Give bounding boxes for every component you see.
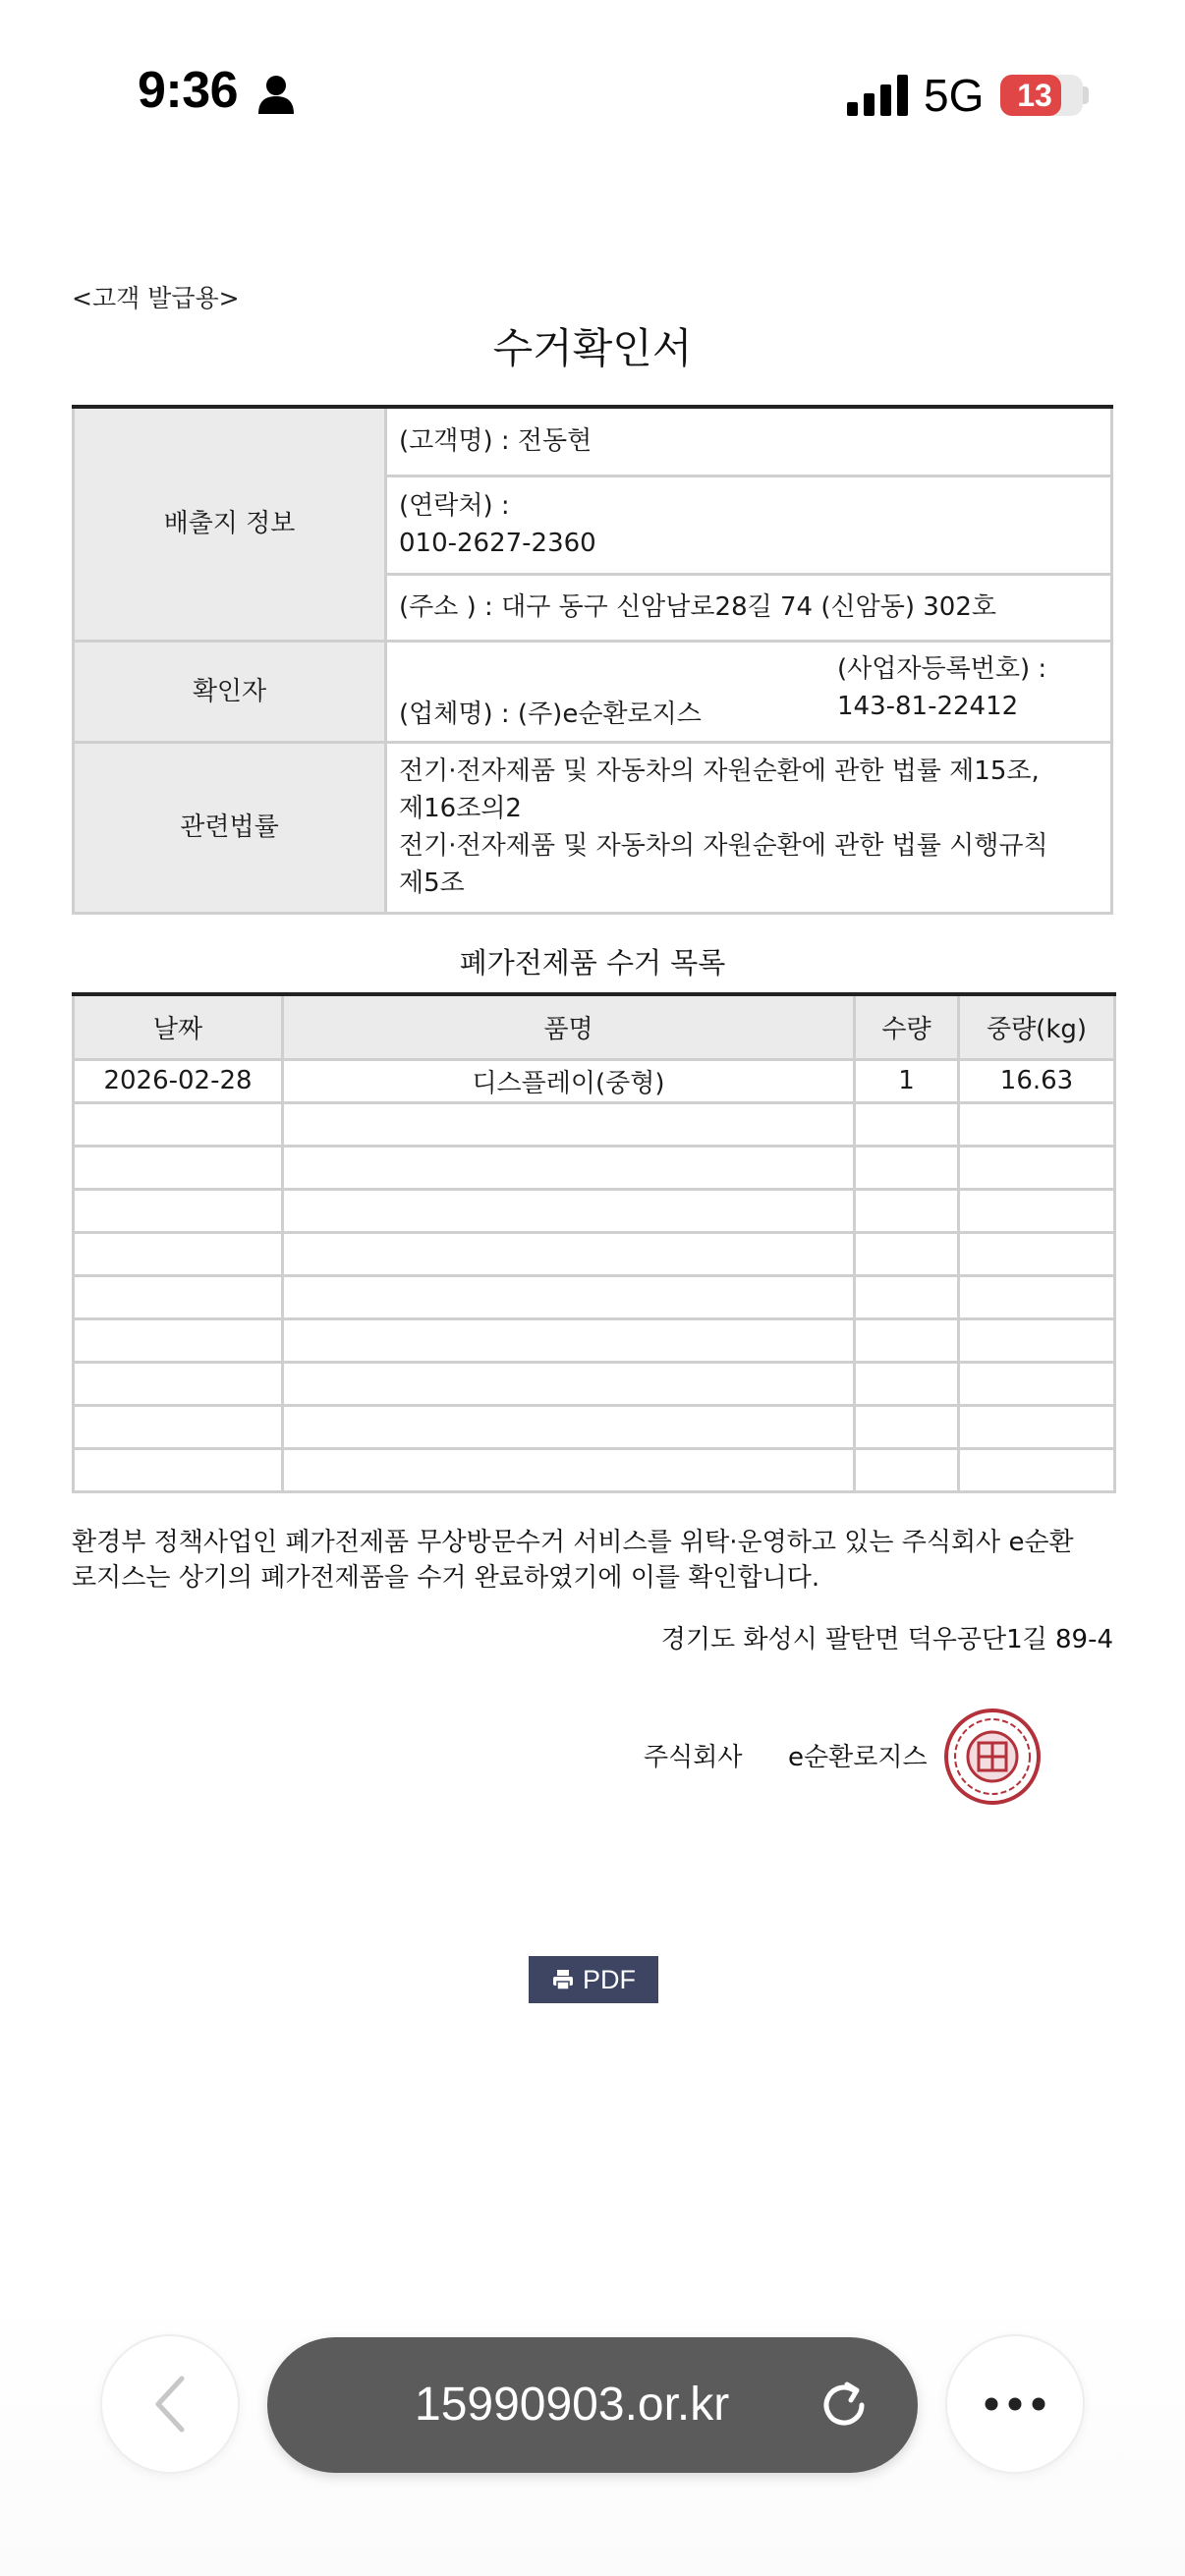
company-prefix: 주식회사 <box>644 1743 743 1772</box>
pdf-download-button[interactable] <box>529 1956 658 2003</box>
company-seal-icon <box>943 1708 1042 1806</box>
reload-icon[interactable] <box>818 2379 871 2432</box>
date-cell: 2026-02-28 <box>74 1059 283 1102</box>
address-cell: (주소 ) : 대구 동구 신암남로28길 74 (신암동) 302호 <box>386 574 1112 641</box>
column-header-weight: 중량(kg) <box>959 994 1115 1059</box>
related-law-cell <box>386 742 1112 913</box>
confirmation-statement <box>72 1525 1113 1596</box>
battery-level-label: 13 <box>1017 78 1052 113</box>
empty-table-row <box>74 1362 1115 1405</box>
collection-list-title: 폐가전제품 수거 목록 <box>459 946 726 980</box>
ellipsis-icon <box>985 2397 1045 2411</box>
battery-icon <box>1000 75 1083 116</box>
law-line: 제5조 <box>399 868 465 898</box>
empty-table-row <box>74 1405 1115 1448</box>
printer-icon <box>551 1968 575 1991</box>
confirmer-cell <box>386 641 1112 742</box>
discharge-info-header: 배출지 정보 <box>74 407 386 641</box>
chevron-left-icon <box>150 2373 190 2436</box>
cellular-signal-icon <box>847 75 910 116</box>
company-address: 경기도 화성시 팔탄면 덕우공단1길 89-4 <box>660 1625 1113 1654</box>
collection-list-table <box>72 992 1116 1493</box>
weight-cell: 16.63 <box>959 1059 1115 1102</box>
copy-label: <고객 발급용> <box>72 284 240 312</box>
law-line: 제16조의2 <box>399 794 522 823</box>
table-row <box>74 1059 1115 1102</box>
empty-table-row <box>74 1189 1115 1232</box>
document-title: 수거확인서 <box>492 324 693 372</box>
address-bar[interactable] <box>267 2337 918 2473</box>
network-type-label: 5G <box>924 70 985 121</box>
contact-value: 010-2627-2360 <box>399 529 596 558</box>
company-name-field: (업체명) : (주)e순환로지스 <box>399 699 702 729</box>
business-registration <box>837 650 1083 725</box>
column-header-quantity: 수량 <box>855 994 959 1059</box>
status-bar <box>0 0 1185 187</box>
quantity-cell: 1 <box>855 1059 959 1102</box>
empty-table-row <box>74 1318 1115 1362</box>
company-name: e순환로지스 <box>788 1743 928 1772</box>
empty-table-row <box>74 1275 1115 1318</box>
more-options-button[interactable] <box>945 2334 1085 2474</box>
back-button[interactable] <box>100 2334 240 2474</box>
business-registration-value: 143-81-22412 <box>837 691 1019 721</box>
battery-tip <box>1083 86 1089 104</box>
business-registration-label: (사업자등록번호) : <box>837 653 1047 684</box>
pdf-button-label: PDF <box>583 1964 636 1994</box>
empty-table-row <box>74 1232 1115 1275</box>
confirmation-line: 로지스는 상기의 폐가전제품을 수거 완료하였기에 이를 확인합니다. <box>72 1563 820 1593</box>
customer-name-cell: (고객명) : 전동현 <box>386 407 1112 476</box>
person-icon <box>257 75 295 114</box>
law-line: 전기·전자제품 및 자동차의 자원순환에 관한 법률 시행규칙 <box>399 831 1048 861</box>
contact-cell <box>386 476 1112 574</box>
url-text: 15990903.or.kr <box>415 2379 730 2431</box>
empty-table-row <box>74 1448 1115 1491</box>
column-header-item: 품명 <box>283 994 855 1059</box>
confirmation-line: 환경부 정책사업인 폐가전제품 무상방문수거 서비스를 위탁·운영하고 있는 주식회사 e순환 <box>72 1528 1074 1557</box>
column-header-date: 날짜 <box>74 994 283 1059</box>
confirmer-header: 확인자 <box>74 641 386 742</box>
item-name-cell: 디스플레이(중형) <box>283 1059 855 1102</box>
status-time: 9:36 <box>138 62 239 119</box>
related-law-header: 관련법률 <box>74 742 386 913</box>
empty-table-row <box>74 1102 1115 1146</box>
empty-table-row <box>74 1146 1115 1189</box>
info-table <box>72 405 1113 915</box>
law-line: 전기·전자제품 및 자동차의 자원순환에 관한 법률 제15조, <box>399 756 1040 786</box>
contact-label: (연락처) : <box>399 491 510 521</box>
